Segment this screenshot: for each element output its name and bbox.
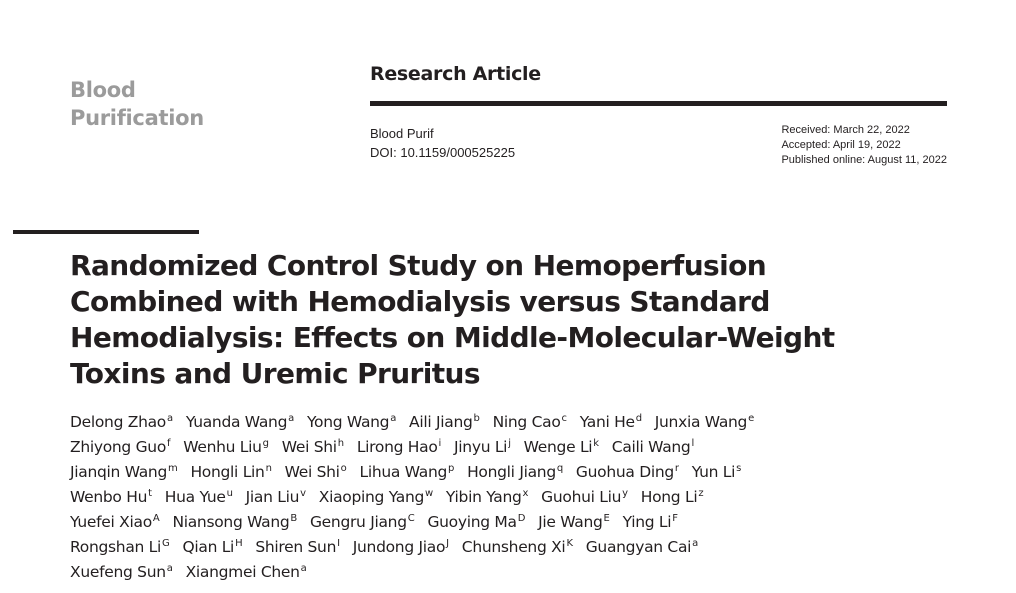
journal-logo [70,76,204,132]
author [641,488,704,506]
author-name: Rongshan Li [70,538,162,556]
author-name: Guohui Liu [541,488,622,506]
author-affiliation: k [593,438,599,449]
author [246,488,306,506]
author-affiliation: a [390,413,397,424]
author-affiliation: a [166,563,173,574]
author-line [70,460,970,485]
author-affiliation: A [152,513,160,524]
author-name: Gengru Jiang [309,513,407,531]
author-name: Zhiyong Guo [70,438,167,456]
title-line: Hemodialysis: Effects on Middle-Molecular-Weight [70,321,835,354]
author-affiliation: y [622,488,628,499]
author [462,538,573,556]
author-affiliation: H [235,538,243,549]
author-name: Xuefeng Sun [70,563,166,581]
author-name: Caili Wang [611,438,691,456]
author [70,488,152,506]
author-affiliation: i [438,438,442,449]
author [586,538,698,556]
author [186,563,307,581]
author-name: Yuanda Wang [185,413,288,431]
author-affiliation: w [425,488,433,499]
author [172,513,297,531]
author-affiliation: h [337,438,344,449]
author-name: Ning Cao [492,413,561,431]
author [446,488,528,506]
header-rule [370,101,947,106]
author [353,538,449,556]
author-affiliation: u [226,488,233,499]
author-line [70,560,970,585]
author-affiliation: r [674,463,679,474]
author-name: Ying Li [622,513,672,531]
author-affiliation: a [300,563,307,574]
author-name: Jinyu Li [454,438,508,456]
author-name: Hong Li [640,488,698,506]
author-affiliation: D [517,513,526,524]
title-line: Combined with Hemodialysis versus Standard [70,285,770,318]
author-affiliation: v [300,488,306,499]
author-affiliation: I [337,538,340,549]
author-name: Guoying Ma [427,513,517,531]
author-name: Wei Shi [284,463,340,481]
author-name: Qian Li [182,538,235,556]
author-name: Guohua Ding [575,463,674,481]
title-rule [13,230,199,234]
author-name: Hua Yue [164,488,226,506]
author-affiliation: x [522,488,529,499]
author-list [70,410,970,585]
author-affiliation: d [635,413,642,424]
author [182,538,242,556]
author-line [70,510,970,535]
author [285,463,347,481]
author [427,513,525,531]
author-name: Niansong Wang [172,513,290,531]
author-line [70,535,970,560]
author [576,463,679,481]
accepted-date: Accepted: April 19, 2022 [781,139,901,151]
author [186,413,294,431]
author-affiliation: s [736,463,742,474]
author-name: Xiangmei Chen [185,563,300,581]
author-name: Aili Jiang [409,413,473,431]
author-line [70,410,970,435]
author-affiliation: m [168,463,178,474]
author [70,513,159,531]
received-date: Received: March 22, 2022 [781,124,910,136]
author [70,463,177,481]
author [454,438,511,456]
author-name: Yun Li [691,463,736,481]
author [255,538,339,556]
author-affiliation: K [566,538,573,549]
author-affiliation: a [692,538,698,549]
author-affiliation: t [148,488,152,499]
author-affiliation: G [162,538,170,549]
author [493,413,567,431]
author-name: Guangyan Cai [585,538,692,556]
journal-name-line1: Blood [70,78,136,102]
author [538,513,609,531]
author [692,463,741,481]
author-affiliation: p [448,463,455,474]
author-name: Jundong Jiao [352,538,446,556]
author-name: Yani He [579,413,635,431]
author-name: Wenbo Hu [70,488,148,506]
author [357,438,441,456]
author-affiliation: z [698,488,704,499]
author [409,413,480,431]
published-date: Published online: August 11, 2022 [781,154,947,166]
author [307,413,396,431]
author-name: Yibin Yang [445,488,522,506]
author-line [70,435,970,460]
author [165,488,233,506]
author [70,413,173,431]
author-name: Jian Liu [245,488,300,506]
title-line: Toxins and Uremic Pruritus [70,357,480,390]
title-line: Randomized Control Study on Hemoperfusion [70,249,767,282]
journal-name-line2: Purification [70,106,204,130]
author-name: Lirong Hao [356,438,438,456]
article-type: Research Article [370,63,541,85]
author-affiliation: n [265,463,272,474]
author-name: Chunsheng Xi [461,538,566,556]
author-affiliation: b [473,413,480,424]
author-affiliation: a [288,413,294,424]
author-affiliation: l [691,438,694,449]
author [580,413,642,431]
author-name: Yong Wang [306,413,390,431]
author [319,488,433,506]
author-affiliation: F [672,513,678,524]
author-line [70,485,970,510]
author [70,563,173,581]
author-name: Wenhu Liu [183,438,262,456]
author-name: Wei Shi [281,438,337,456]
author-affiliation: B [290,513,297,524]
author [360,463,455,481]
author-name: Lihua Wang [359,463,448,481]
author [282,438,344,456]
author [190,463,271,481]
author-name: Junxia Wang [654,413,748,431]
author-affiliation: f [167,438,171,449]
author [467,463,563,481]
journal-abbrev: Blood Purif [370,126,434,141]
article-title [70,248,870,392]
publication-dates [781,123,947,168]
author [70,538,169,556]
author [612,438,694,456]
author-affiliation: g [262,438,269,449]
author-affiliation: a [166,413,173,424]
author [183,438,268,456]
author [70,438,170,456]
author-name: Hongli Lin [190,463,265,481]
author-name: Jianqin Wang [70,463,167,481]
author [623,513,678,531]
author-name: Shiren Sun [255,538,337,556]
author-name: Wenge Li [523,438,593,456]
author-name: Delong Zhao [70,413,166,431]
author-affiliation: e [748,413,754,424]
author-affiliation: o [340,463,347,474]
author-name: Xiaoping Yang [318,488,425,506]
author [310,513,414,531]
author-name: Hongli Jiang [467,463,556,481]
author-affiliation: c [561,413,567,424]
author-affiliation: q [556,463,563,474]
author-affiliation: J [446,538,449,549]
author-name: Yuefei Xiao [70,513,152,531]
author [655,413,754,431]
author-name: Jie Wang [538,513,603,531]
author-affiliation: E [603,513,610,524]
author [524,438,599,456]
author-affiliation: C [407,513,415,524]
author-affiliation: j [508,438,511,449]
doi: DOI: 10.1159/000525225 [370,145,516,160]
citation [370,124,515,162]
author [541,488,628,506]
